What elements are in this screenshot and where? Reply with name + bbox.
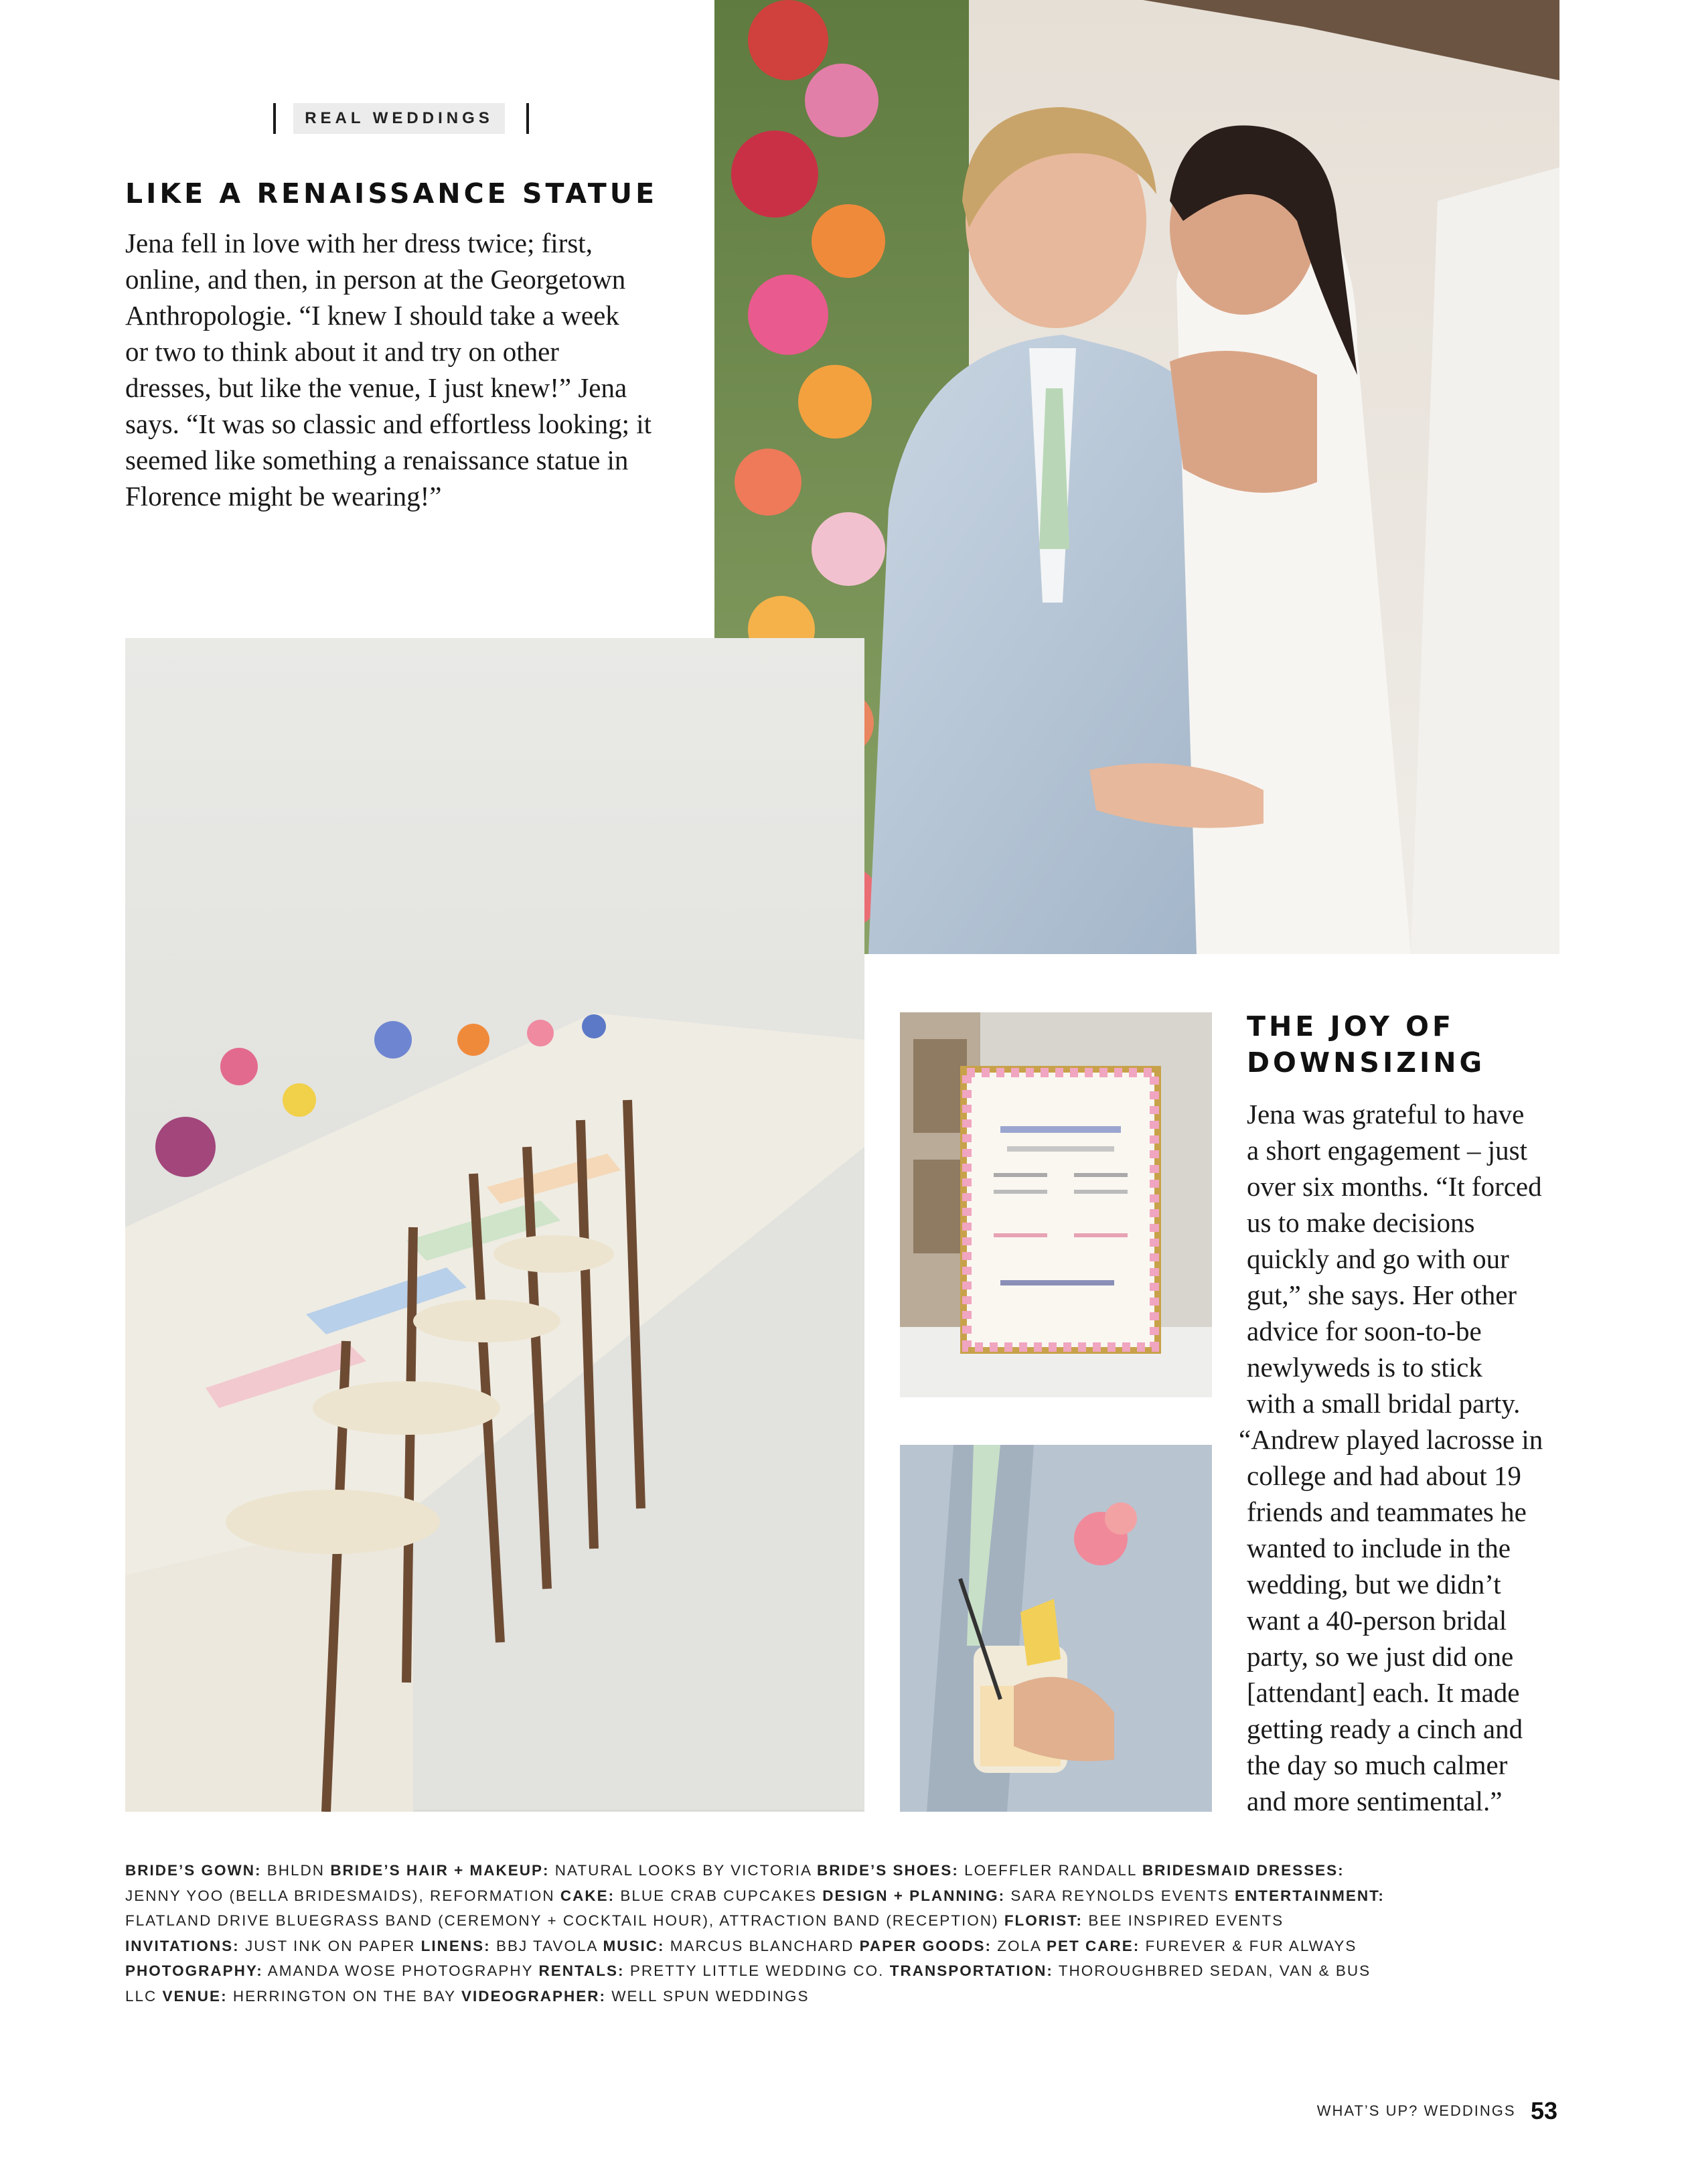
story1-line: dresses, but like the venue, I just knew!” Jena — [125, 372, 627, 403]
credit-label: DESIGN + PLANNING: — [822, 1887, 1006, 1904]
credit-label: FLORIST: — [1004, 1912, 1083, 1929]
credit-value: LOEFFLER RANDALL — [964, 1862, 1137, 1879]
story2-line: with a small bridal party. — [1247, 1388, 1521, 1419]
credit-label: PAPER GOODS: — [859, 1937, 992, 1954]
credit-label: CAKE: — [560, 1887, 615, 1904]
story1-line: says. “It was so classic and effortless looking; it — [125, 408, 652, 439]
credit-label: INVITATIONS: — [125, 1937, 240, 1954]
story1-line: or two to think about it and try on other — [125, 336, 559, 367]
publication-name: WHAT’S UP? WEDDINGS — [1316, 2102, 1516, 2119]
page-footer — [1317, 2097, 1557, 2125]
credit-value: HERRINGTON ON THE BAY — [232, 1987, 456, 2005]
credit-label: BRIDE’S SHOES: — [817, 1862, 959, 1879]
credit-label: VIDEOGRAPHER: — [461, 1987, 607, 2005]
story2-line: wedding, but we didn’t — [1247, 1569, 1501, 1600]
story2-line: party, so we just did one — [1247, 1641, 1514, 1672]
story2-heading-line: DOWNSIZING — [1247, 1046, 1486, 1079]
credit-value: MARCUS BLANCHARD — [670, 1937, 854, 1954]
story2-line: quickly and go with our — [1247, 1243, 1509, 1274]
credit-label: VENUE: — [162, 1987, 228, 2005]
credit-value: FLATLAND DRIVE BLUEGRASS BAND (CEREMONY + COCKTAIL HOUR), ATTRACTION BAND (RECEPTION) — [125, 1912, 999, 1929]
story2-line: advice for soon-to-be — [1247, 1316, 1482, 1346]
credit-label: BRIDESMAID DRESSES: — [1142, 1862, 1345, 1879]
story2-line: us to make decisions — [1247, 1207, 1475, 1238]
reception-table-photo — [125, 638, 864, 1812]
tag-bar-right — [526, 103, 529, 134]
credit-label: RENTALS: — [538, 1962, 625, 1979]
credit-value: PRETTY LITTLE WEDDING CO. — [629, 1962, 885, 1979]
credit-value: JUST INK ON PAPER — [244, 1937, 416, 1954]
section-tag: REAL WEDDINGS — [293, 103, 505, 134]
credit-value: NATURAL LOOKS BY VICTORIA — [554, 1862, 812, 1879]
story2-line: Jena was grateful to have — [1247, 1099, 1525, 1129]
menu-sign-photo — [900, 1012, 1212, 1397]
story1-line: Jena fell in love with her dress twice; first, — [125, 228, 593, 258]
credit-label: PHOTOGRAPHY: — [125, 1962, 263, 1979]
story2-line: getting ready a cinch and — [1247, 1713, 1523, 1744]
story2-line: over six months. “It forced — [1247, 1171, 1542, 1202]
credit-value: BBJ TAVOLA — [495, 1937, 598, 1954]
story2-line: friends and teammates he — [1247, 1496, 1527, 1527]
page-number: 53 — [1530, 2097, 1557, 2124]
credit-label: BRIDE’S HAIR + MAKEUP: — [330, 1862, 550, 1879]
credit-value: BEE INSPIRED EVENTS — [1088, 1912, 1284, 1929]
credit-value: SARA REYNOLDS EVENTS — [1010, 1887, 1229, 1904]
story1-line: online, and then, in person at the Georgetown — [125, 264, 626, 295]
story2-heading — [1247, 1008, 1485, 1081]
story1-line: seemed like something a renaissance statue in — [125, 445, 629, 475]
credit-value: THOROUGHBRED SEDAN, VAN & BUS LLC — [125, 1962, 1371, 2005]
story1-line: Anthropologie. “I knew I should take a week — [125, 300, 619, 331]
story2-line: “Andrew played lacrosse in — [1239, 1424, 1543, 1455]
story1-body — [125, 225, 714, 514]
story2-line: wanted to include in the — [1247, 1533, 1511, 1563]
credit-value: AMANDA WOSE PHOTOGRAPHY — [267, 1962, 534, 1979]
credit-value: JENNY YOO (BELLA BRIDESMAIDS), REFORMATION — [125, 1887, 555, 1904]
cocktail-photo — [900, 1445, 1212, 1812]
story2-line: the day so much calmer — [1247, 1749, 1508, 1780]
credit-label: ENTERTAINMENT: — [1235, 1887, 1385, 1904]
story2-body — [1239, 1096, 1568, 1819]
credit-value: BHLDN — [266, 1862, 325, 1879]
credit-label: LINENS: — [420, 1937, 491, 1954]
tag-bar-left — [273, 103, 276, 134]
story1-heading: LIKE A RENAISSANCE STATUE — [125, 177, 658, 210]
vendor-credits — [125, 1858, 1391, 2009]
story2-line: and more sentimental.” — [1247, 1786, 1503, 1816]
credit-label: PET CARE: — [1047, 1937, 1140, 1954]
credit-label: BRIDE’S GOWN: — [125, 1862, 262, 1879]
story2-line: newlyweds is to stick — [1247, 1352, 1482, 1383]
story2-line: [attendant] each. It made — [1247, 1677, 1520, 1708]
credit-value: BLUE CRAB CUPCAKES — [620, 1887, 817, 1904]
credit-label: TRANSPORTATION: — [889, 1962, 1053, 1979]
credit-value: FUREVER & FUR ALWAYS — [1145, 1937, 1357, 1954]
credit-label: MUSIC: — [603, 1937, 665, 1954]
story2-heading-line: THE JOY OF — [1247, 1010, 1455, 1042]
story2-line: gut,” she says. Her other — [1247, 1279, 1517, 1310]
story2-line: want a 40-person bridal — [1247, 1605, 1507, 1636]
credit-value: ZOLA — [997, 1937, 1041, 1954]
story1-line: Florence might be wearing!” — [125, 481, 442, 512]
story2-line: a short engagement – just — [1247, 1135, 1528, 1166]
credit-value: WELL SPUN WEDDINGS — [611, 1987, 810, 2005]
story2-line: college and had about 19 — [1247, 1460, 1521, 1491]
